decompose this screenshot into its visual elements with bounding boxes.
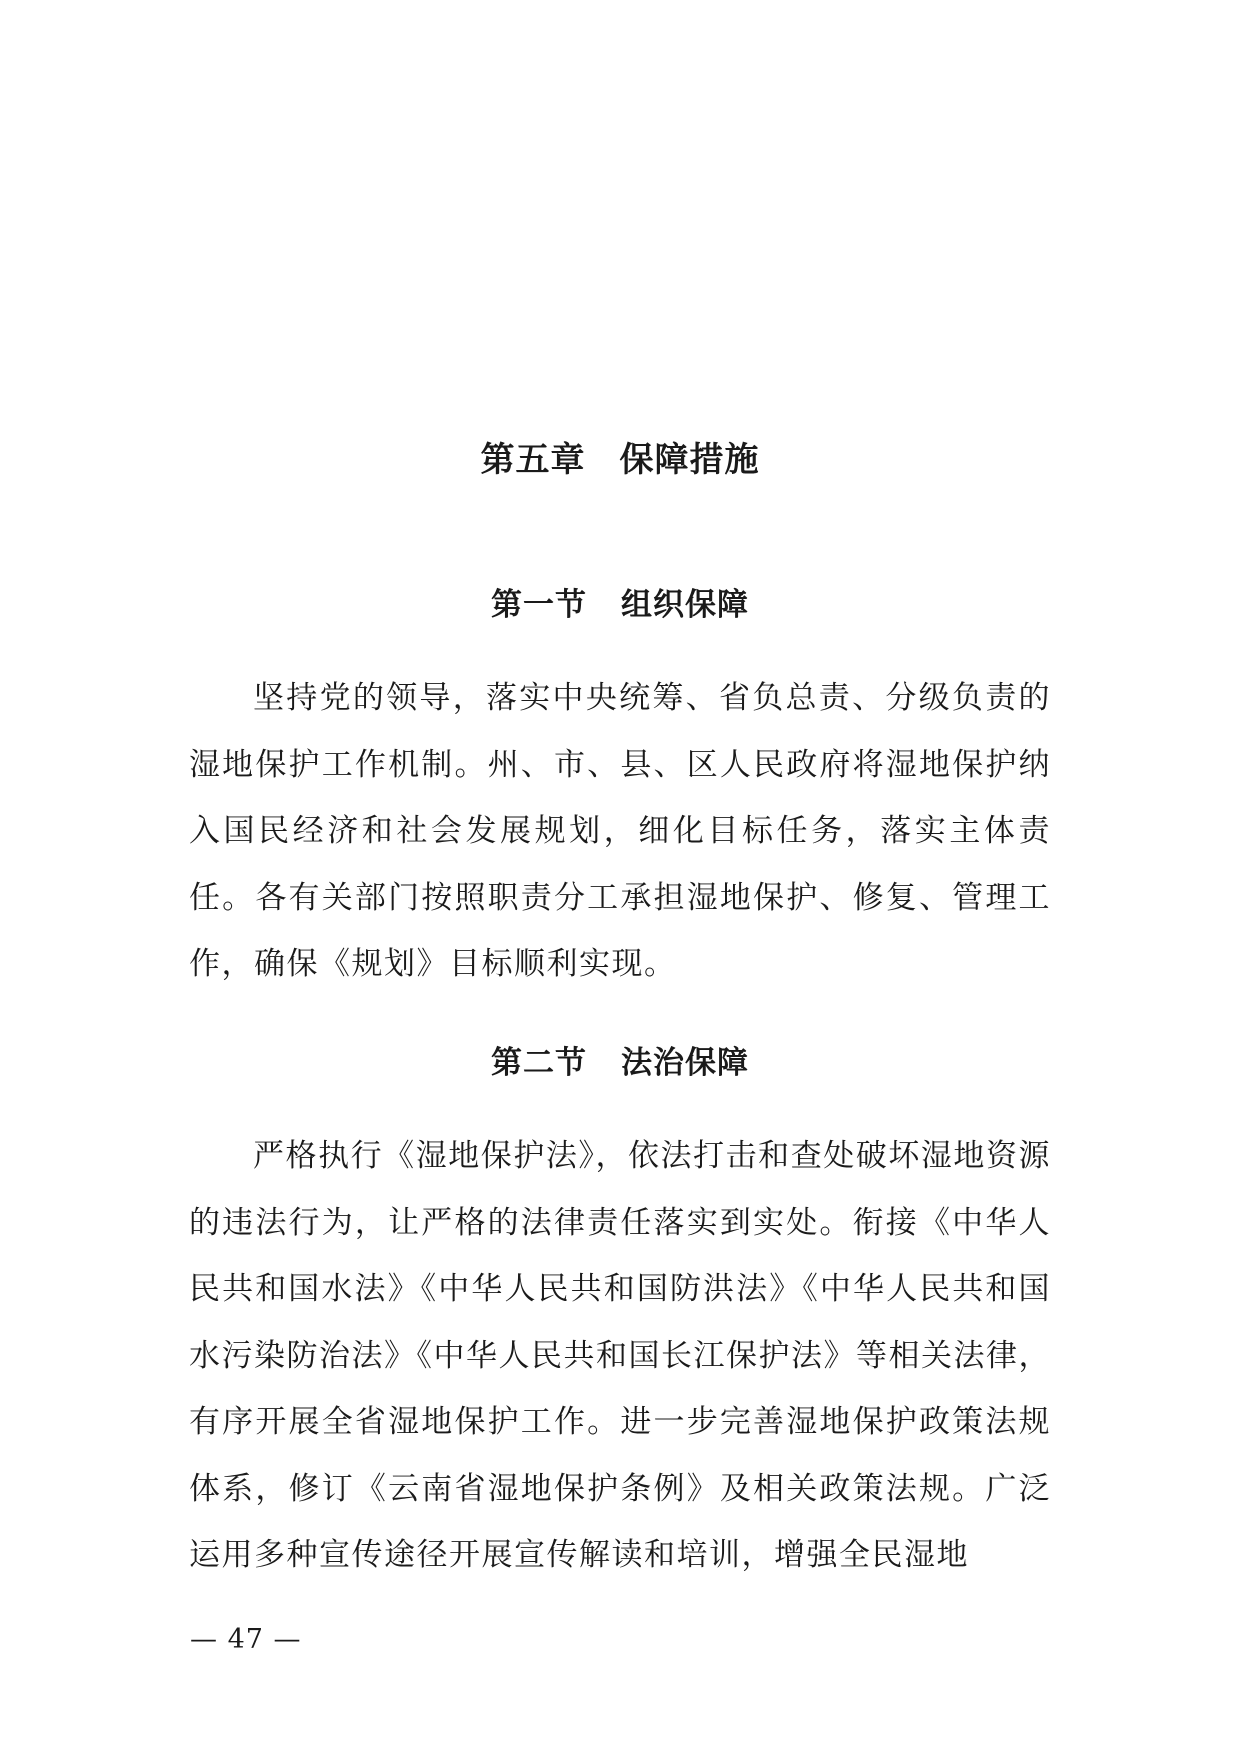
section-title-organization: [0, 585, 1240, 625]
chapter-title: [0, 438, 1240, 482]
section-name: 法治保障: [621, 1045, 749, 1081]
section-title-legal: [0, 1043, 1240, 1083]
section-name: 组织保障: [621, 587, 749, 623]
chapter-number: 第五章: [480, 440, 586, 480]
section-number: 第二节: [491, 1045, 587, 1081]
section-body-legal: 严格执行《湿地保护法》，依法打击和查处破坏湿地资源的违法行为，让严格的法律责任落实到实处。衔接《中华人民共和国水法》《中华人民共和国防洪法》《中华人民共和国水污染防治法》《中华人民共和国长江保护法》等相关法律，有序开展全省湿地保护工作。进一步完善湿地保护政策法规体系，修订《云南省湿地保护条例》及相关政策法规。广泛运用多种宣传途径开展宣传解读和培训，增强全民湿地: [189, 1138, 1051, 1573]
section-body-organization: 坚持党的领导，落实中央统筹、省负总责、分级负责的湿地保护工作机制。州、市、县、区人民政府将湿地保护纳入国民经济和社会发展规划，细化目标任务，落实主体责任。各有关部门按照职责分工承担湿地保护、修复、管理工作，确保《规划》目标顺利实现。: [189, 680, 1051, 982]
section-number: 第一节: [491, 587, 587, 623]
chapter-name: 保障措施: [619, 440, 760, 480]
page-number: — 47 —: [190, 1624, 302, 1655]
